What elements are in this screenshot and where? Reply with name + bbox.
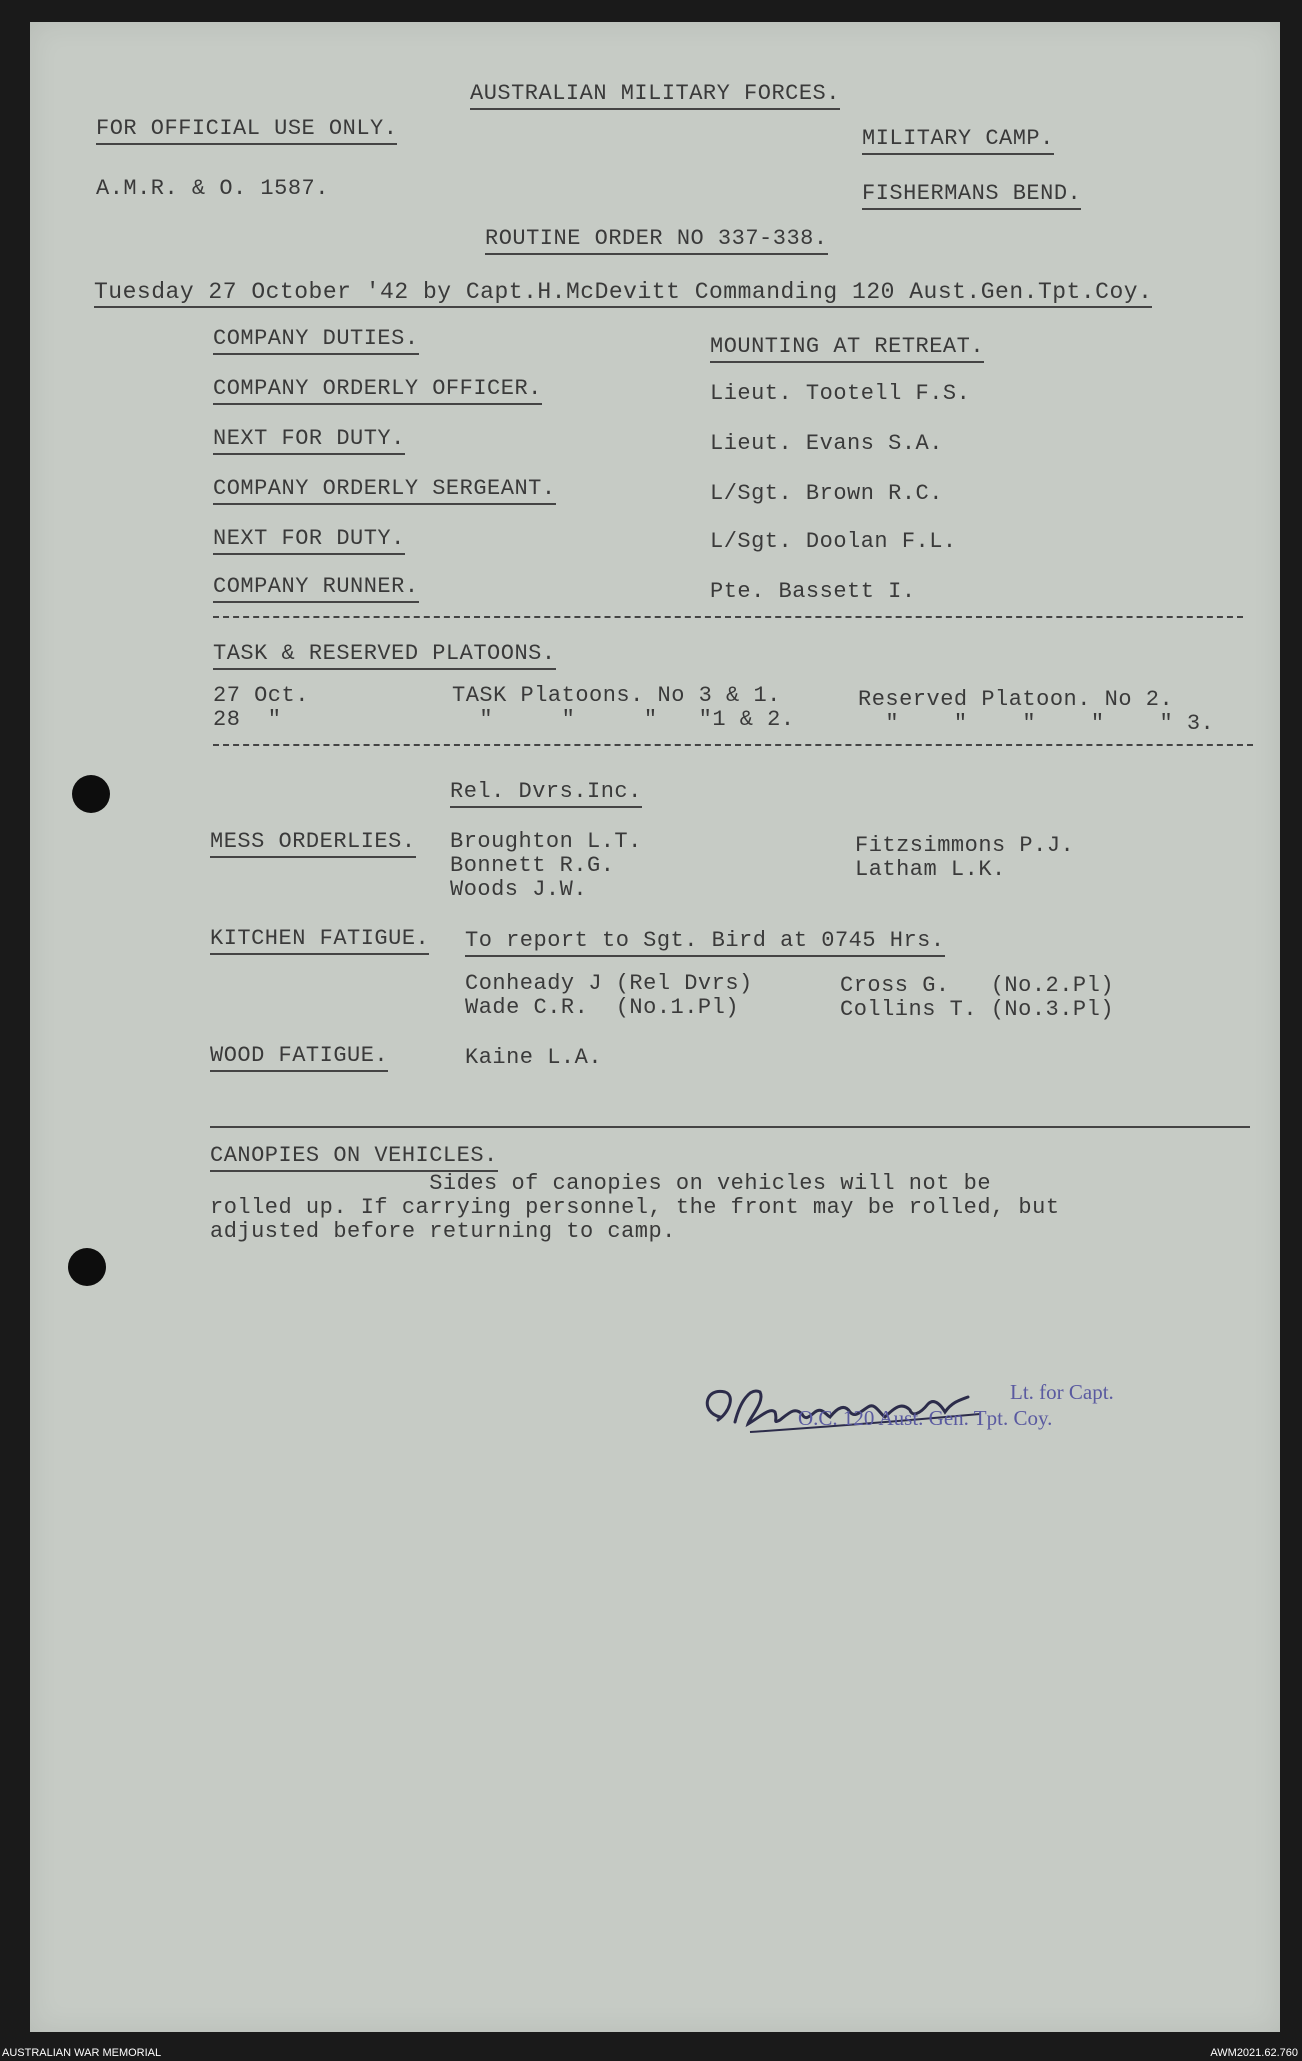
platoon-date: 27 Oct. <box>213 683 309 708</box>
military-camp-label: MILITARY CAMP. <box>862 127 1054 155</box>
mess-name: Broughton L.T. <box>450 829 642 854</box>
duty-name: Lieut. Tootell F.S. <box>710 381 971 406</box>
kitchen-name: Cross G. (No.2.Pl) <box>840 973 1115 998</box>
official-use-label: FOR OFFICIAL USE ONLY. <box>96 117 397 145</box>
duty-role: COMPANY ORDERLY OFFICER. <box>213 377 542 405</box>
duty-name: Lieut. Evans S.A. <box>710 431 943 456</box>
routine-order-title: ROUTINE ORDER NO 337-338. <box>485 227 828 255</box>
mess-name: Latham L.K. <box>855 857 1006 882</box>
canopies-text: adjusted before returning to camp. <box>210 1219 676 1244</box>
wood-fatigue-label: WOOD FATIGUE. <box>210 1044 388 1072</box>
stamp-unit: O.C. 120 Aust. Gen. Tpt. Coy. <box>798 1406 1053 1430</box>
order-subtitle: Tuesday 27 October '42 by Capt.H.McDevitt Commanding 120 Aust.Gen.Tpt.Coy. <box>94 280 1152 308</box>
duty-name: L/Sgt. Brown R.C. <box>710 481 943 506</box>
amr-reference: A.M.R. & O. 1587. <box>96 176 329 201</box>
header-title: AUSTRALIAN MILITARY FORCES. <box>470 82 840 110</box>
reserved-platoon: Reserved Platoon. No 2. <box>858 687 1174 712</box>
duty-name: Pte. Bassett I. <box>710 579 916 604</box>
mess-orderlies-label: MESS ORDERLIES. <box>210 830 416 858</box>
mess-name: Fitzsimmons P.J. <box>855 833 1075 858</box>
duty-role: COMPANY ORDERLY SERGEANT. <box>213 477 556 505</box>
duty-name: MOUNTING AT RETREAT. <box>710 335 984 363</box>
divider <box>213 616 1243 618</box>
location-label: FISHERMANS BEND. <box>862 182 1081 210</box>
mess-subheading: Rel. Dvrs.Inc. <box>450 780 642 808</box>
divider <box>210 1126 1250 1128</box>
duty-name: L/Sgt. Doolan F.L. <box>710 529 957 554</box>
punch-hole <box>72 775 110 813</box>
stamp-rank: Lt. for Capt. <box>1010 1380 1114 1404</box>
document-page <box>30 22 1280 2032</box>
canopies-text: rolled up. If carrying personnel, the front may be rolled, but <box>210 1195 1060 1220</box>
kitchen-fatigue-label: KITCHEN FATIGUE. <box>210 927 429 955</box>
platoon-date: 28 " <box>213 707 282 732</box>
footer-source: AUSTRALIAN WAR MEMORIAL <box>2 2047 162 2059</box>
duty-role: COMPANY RUNNER. <box>213 575 419 603</box>
divider <box>213 744 1253 746</box>
mess-name: Woods J.W. <box>450 877 588 902</box>
duty-role: COMPANY DUTIES. <box>213 327 419 355</box>
duty-role: NEXT FOR DUTY. <box>213 427 405 455</box>
kitchen-name: Wade C.R. (No.1.Pl) <box>465 995 740 1020</box>
kitchen-name: Collins T. (No.3.Pl) <box>840 997 1115 1022</box>
wood-name: Kaine L.A. <box>465 1045 603 1070</box>
task-platoons: TASK Platoons. No 3 & 1. <box>452 683 781 708</box>
canopies-heading: CANOPIES ON VEHICLES. <box>210 1144 498 1172</box>
mess-name: Bonnett R.G. <box>450 853 615 878</box>
task-platoons: " " " "1 & 2. <box>452 707 795 732</box>
punch-hole <box>68 1248 106 1286</box>
platoons-heading: TASK & RESERVED PLATOONS. <box>213 642 556 670</box>
canopies-text: Sides of canopies on vehicles will not be <box>210 1171 992 1196</box>
reserved-platoon: " " " " " 3. <box>858 711 1215 736</box>
kitchen-instruction: To report to Sgt. Bird at 0745 Hrs. <box>465 929 945 957</box>
footer-id: AWM2021.62.760 <box>1210 2047 1298 2059</box>
kitchen-name: Conheady J (Rel Dvrs) <box>465 971 753 996</box>
duty-role: NEXT FOR DUTY. <box>213 527 405 555</box>
